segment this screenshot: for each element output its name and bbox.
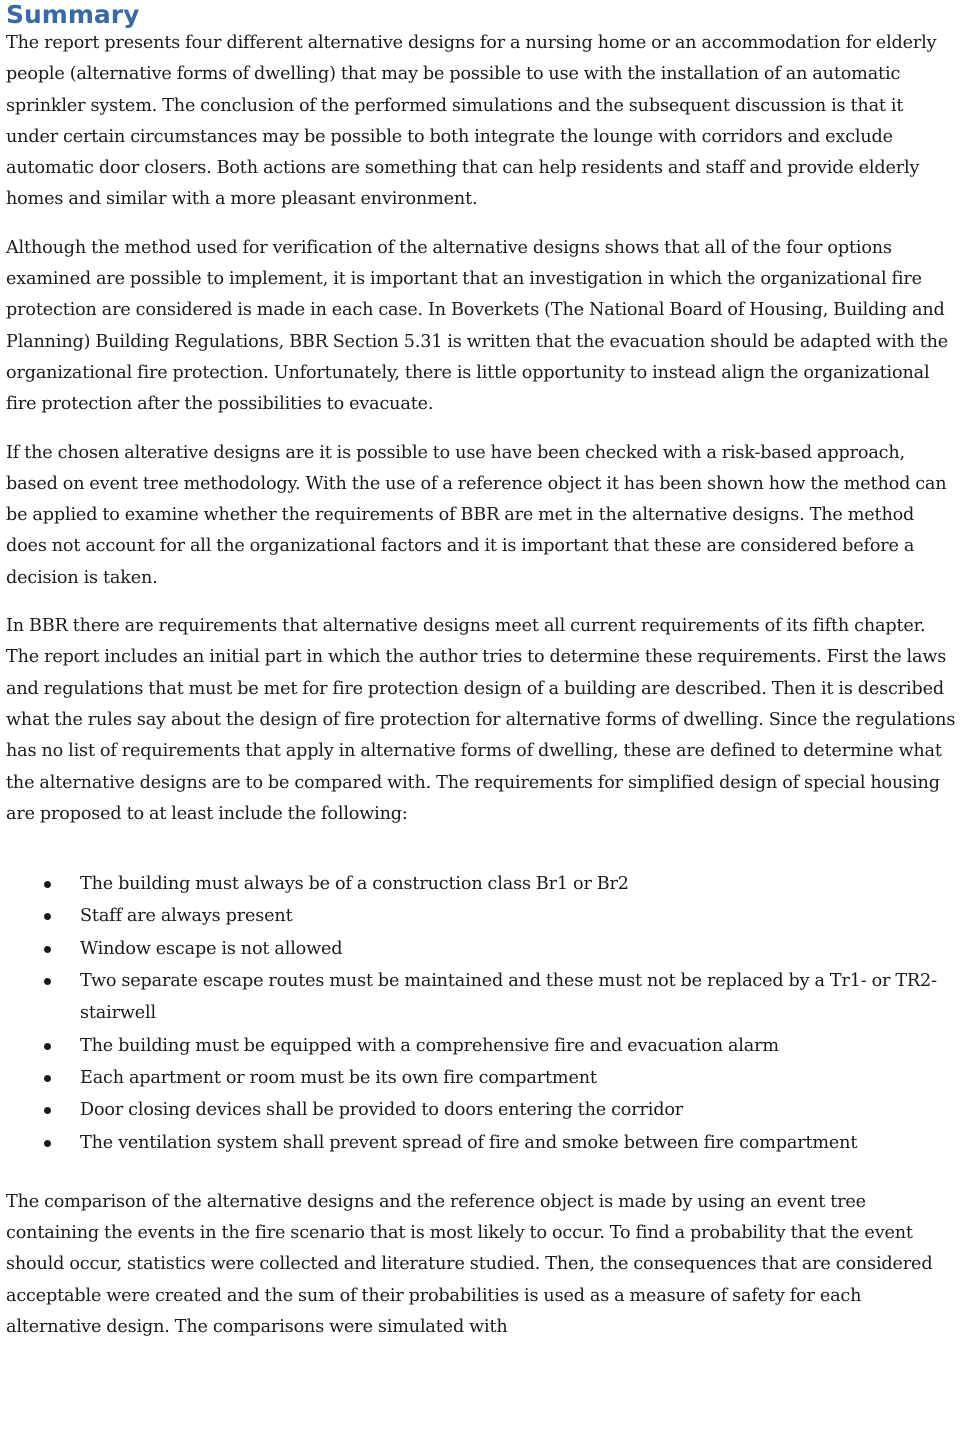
bullet-icon (44, 881, 51, 888)
list-item-text: Window escape is not allowed (80, 938, 343, 959)
bullet-icon (44, 913, 51, 920)
list-item (6, 965, 956, 1030)
paragraph-comparison: The comparison of the alternative designs and the reference object is made by using an event tree containing the events in the fire scenario that is most likely to occur. To find a probability that the event should occur, statistics were collected and literature studied. Then, the consequences that are considered acceptable were created and the sum of their probabilities is used as a measure of safety for each alternative design. The comparisons were simulated with (6, 1191, 933, 1337)
list-item-text: Door closing devices shall be provided to doors entering the corridor (80, 1100, 684, 1121)
paragraph-risk-based: If the chosen alterative designs are it is possible to use have been checked with a risk-based approach, based on event tree methodology. With the use of a reference object it has been shown how the method can be applied to examine whether the requirements of BBR are met in the alternative designs. The method does not account for all the organizational factors and it is important that these are considered before a decision is taken. (6, 442, 947, 588)
list-item (6, 1094, 956, 1126)
paragraph-requirements: In BBR there are requirements that alternative designs meet all current requirements of its fifth chapter. The report includes an initial part in which the author tries to determine these requirements. First the laws and regulations that must be met for fire protection design of a building are described. Then it is described what the rules say about the design of fire protection for alternative forms of dwelling. Since the regulations has no list of requirements that apply in alternative forms of dwelling, these are defined to determine what the alternative designs are to be compared with. The requirements for simplified design of special housing are proposed to at least include the following: (6, 616, 956, 824)
list-item (6, 1127, 956, 1159)
list-item (6, 900, 956, 932)
document-page (6, 0, 956, 1360)
bullet-icon (44, 946, 51, 953)
bullet-icon (44, 1140, 51, 1147)
paragraph-intro: The report presents four different alternative designs for a nursing home or an accommodation for elderly people (alternative forms of dwelling) that may be possible to use with the installation of an automatic sprinkler system. The conclusion of the performed simulations and the subsequent discussion is that it under certain circumstances may be possible to both integrate the lounge with corridors and exclude automatic door closers. Both actions are something that can help residents and staff and provide elderly homes and similar with a more pleasant environment. (6, 33, 937, 210)
list-item-text: Each apartment or room must be its own fire compartment (80, 1067, 597, 1088)
bullet-icon (44, 1107, 51, 1114)
list-item-text: The building must be equipped with a comprehensive fire and evacuation alarm (80, 1035, 779, 1056)
list-item (6, 1062, 956, 1094)
list-item-text: The ventilation system shall prevent spread of fire and smoke between fire compartment (80, 1132, 858, 1153)
list-item (6, 933, 956, 965)
list-item-text: The building must always be of a construction class Br1 or Br2 (80, 874, 629, 895)
bullet-icon (44, 978, 51, 985)
bullet-icon (44, 1043, 51, 1050)
section-title: Summary (6, 0, 140, 29)
list-item (6, 868, 956, 900)
list-item-text: Staff are always present (80, 906, 293, 927)
list-item-text: Two separate escape routes must be maintained and these must not be replaced by a Tr1- or TR2- stairwell (80, 971, 937, 1024)
requirements-list (6, 868, 956, 1159)
bullet-icon (44, 1075, 51, 1082)
paragraph-verification: Although the method used for verification of the alternative designs shows that all of the four options examined are possible to implement, it is important that an investigation in which the organizational fire protection are considered is made in each case. In Boverkets (The National Board of Housing, Building and Planning) Building Regulations, BBR Section 5.31 is written that the evacuation should be adapted with the organizational fire protection. Unfortunately, there is little opportunity to instead align the organizational fire protection after the possibilities to evacuate. (6, 237, 949, 415)
list-item (6, 1030, 956, 1062)
